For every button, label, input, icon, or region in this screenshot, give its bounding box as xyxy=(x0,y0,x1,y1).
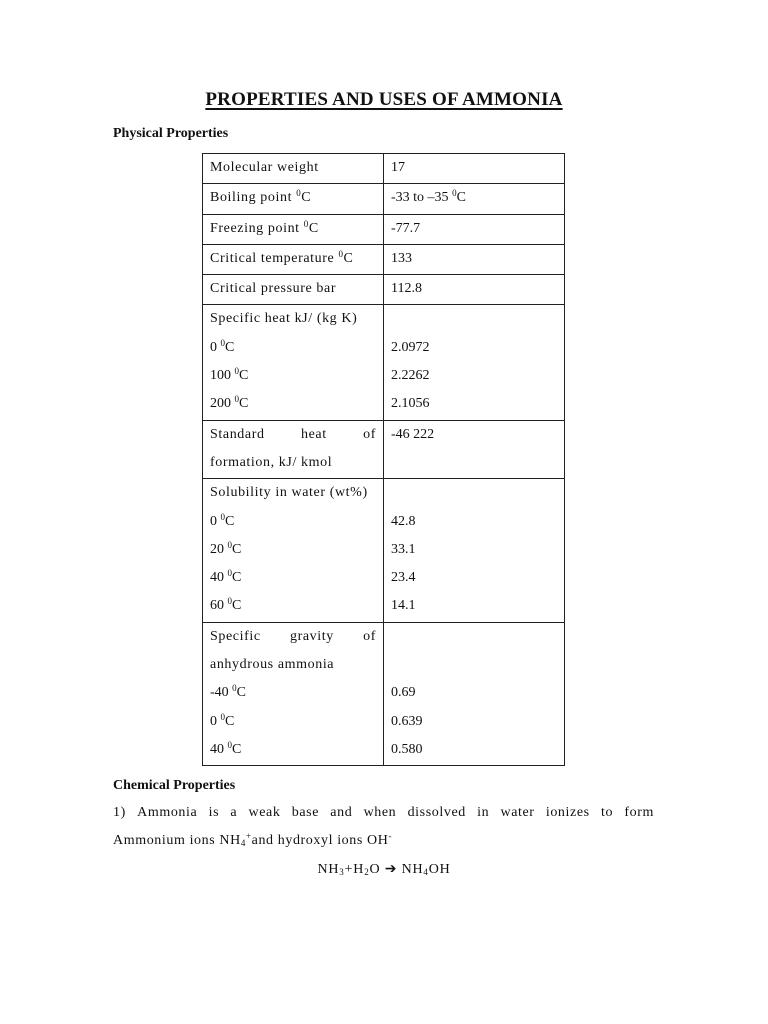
property-label-cell: Molecular weight xyxy=(203,154,384,184)
reaction-arrow-icon: ➔ xyxy=(384,862,398,877)
table-row: Boiling point $^0$C -33 to –35 $^0$C xyxy=(203,184,565,214)
chemical-properties-heading: Chemical Properties xyxy=(113,778,236,793)
table-row: Critical temperature $^0$C 133 xyxy=(203,244,565,274)
physical-properties-heading: Physical Properties xyxy=(113,126,229,141)
table-row: Critical pressure bar 112.8 xyxy=(203,275,565,305)
table-row: Freezing point $^0$C -77.7 xyxy=(203,214,565,244)
table-row: Specific gravity of anhydrous ammonia -40 $^0$C 0 $^0$C 40 $^0$C 0.69 0.639 0.580 xyxy=(203,622,565,765)
table-row xyxy=(203,154,565,184)
table-row: Specific heat kJ/ (kg K) 0 $^0$C 100 $^0$C 200 $^0$C 2.0972 2.2262 2.1056 xyxy=(203,305,565,420)
table-row: Solubility in water (wt%) 0 $^0$C 20 $^0$C 40 $^0$C 60 $^0$C 42.8 33.1 23.4 14.1 xyxy=(203,479,565,622)
document-title: PROPERTIES AND USES OF AMMONIA xyxy=(205,89,563,110)
paragraph-line: 1) Ammonia is a weak base and when dissolved in water ionizes to form xyxy=(113,805,654,820)
table-row: Standard heat of formation, kJ/ kmol -46 222 xyxy=(203,420,565,479)
properties-table xyxy=(202,153,565,766)
paragraph-line: Ammonium ions $NH_4^+and$ hydroxyl ions OH- xyxy=(113,831,393,848)
chemical-equation: $NH_3+H_2O$ ➔ $NH_4OH$ xyxy=(317,862,451,877)
property-value-cell: 17 xyxy=(384,154,565,184)
